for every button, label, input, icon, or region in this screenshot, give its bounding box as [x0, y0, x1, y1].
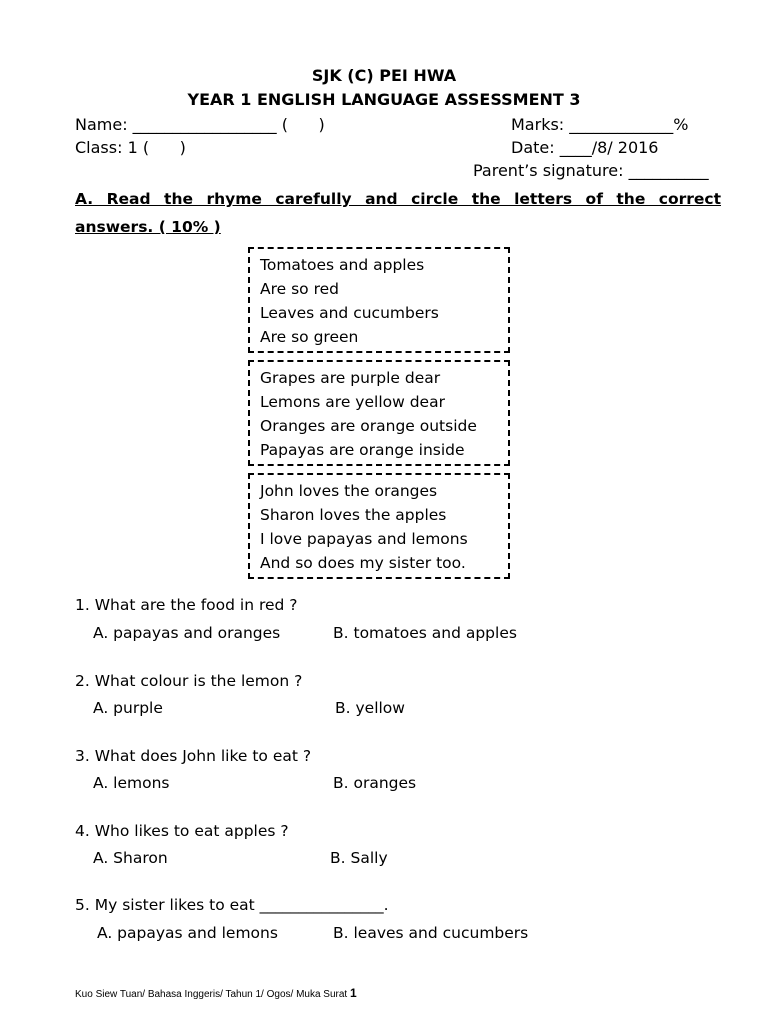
rhyme-stanza-box — [248, 360, 510, 466]
answer-option-b: B. yellow — [335, 699, 405, 717]
rhyme-stanza-box — [248, 473, 510, 579]
answer-option-a: A. papayas and oranges — [93, 624, 281, 642]
rhyme-line: John loves the oranges — [260, 482, 438, 500]
page-footer — [75, 986, 357, 1000]
question-text: 1. What are the food in red ? — [75, 596, 298, 614]
parent-signature-field: Parent’s signature: __________ — [473, 161, 709, 180]
rhyme-line: Papayas are orange inside — [260, 441, 465, 459]
class-field: Class: 1 ( ) — [75, 138, 186, 157]
answer-option-b: B. Sally — [330, 849, 388, 867]
question-text: 5. My sister likes to eat ________________. — [75, 896, 389, 914]
answer-option-b: B. tomatoes and apples — [333, 624, 517, 642]
rhyme-line: Leaves and cucumbers — [260, 304, 439, 322]
rhyme-line: I love papayas and lemons — [260, 530, 468, 548]
rhyme-line: Are so red — [260, 280, 339, 298]
question-text: 4. Who likes to eat apples ? — [75, 822, 289, 840]
rhyme-line: Lemons are yellow dear — [260, 393, 445, 411]
question-text: 3. What does John like to eat ? — [75, 747, 312, 765]
answer-option-a: A. purple — [93, 699, 163, 717]
rhyme-stanza-box — [248, 247, 510, 353]
answer-option-a: A. papayas and lemons — [97, 924, 278, 942]
marks-field: Marks: _____________% — [511, 115, 689, 134]
rhyme-line: Grapes are purple dear — [260, 369, 441, 387]
school-name: SJK (C) PEI HWA — [311, 66, 457, 85]
name-field: Name: __________________ ( ) — [75, 115, 325, 134]
footer-text: Kuo Siew Tuan/ Bahasa Inggeris/ Tahun 1/ Ogos/ Muka Surat — [75, 989, 350, 1000]
rhyme-line: Oranges are orange outside — [260, 417, 477, 435]
answer-option-b: B. oranges — [333, 774, 417, 792]
assessment-title: YEAR 1 ENGLISH LANGUAGE ASSESSMENT 3 — [187, 90, 581, 109]
footer-page-number: 1 — [349, 986, 357, 1000]
rhyme-line: Are so green — [260, 328, 359, 346]
answer-option-a: A. lemons — [93, 774, 170, 792]
question-text: 2. What colour is the lemon ? — [75, 672, 303, 690]
rhyme-line: Sharon loves the apples — [260, 506, 447, 524]
answer-option-b: B. leaves and cucumbers — [333, 924, 529, 942]
section-a-instruction: A. Read the rhyme carefully and circle the letters of the correct — [75, 190, 721, 208]
section-a-instruction-marks: answers. ( 10% ) — [75, 218, 221, 236]
rhyme-line: And so does my sister too. — [260, 554, 466, 572]
rhyme-line: Tomatoes and apples — [260, 256, 425, 274]
date-field: Date: ____/8/ 2016 — [511, 138, 659, 157]
answer-option-a: A. Sharon — [93, 849, 168, 867]
